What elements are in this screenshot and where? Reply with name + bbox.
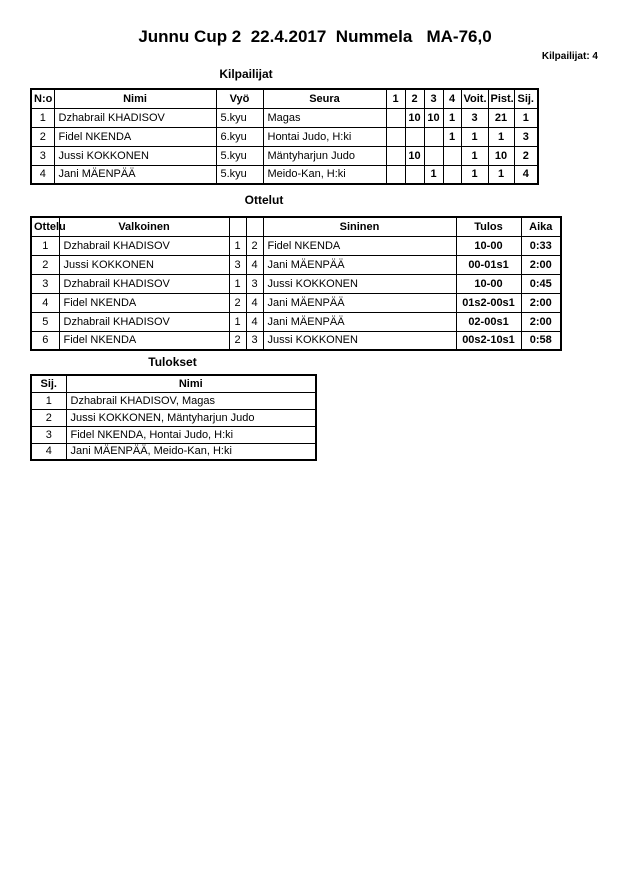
cell-nimi: Fidel NKENDA bbox=[54, 127, 216, 146]
ottelut-header-row bbox=[31, 217, 561, 236]
cell-sij: 2 bbox=[514, 146, 538, 165]
cell-aika: 2:00 bbox=[521, 293, 561, 312]
competitor-count-label: Kilpailijat: 4 bbox=[541, 51, 598, 62]
match-row bbox=[31, 255, 561, 274]
cell-sij: 1 bbox=[514, 108, 538, 127]
match-row bbox=[31, 331, 561, 350]
cell-vs4: 1 bbox=[443, 127, 461, 146]
match-row bbox=[31, 312, 561, 331]
cell-vs3 bbox=[424, 127, 443, 146]
col-header-aika: Aika bbox=[521, 217, 561, 236]
cell-blue-no: 4 bbox=[246, 293, 263, 312]
cell-pist: 10 bbox=[488, 146, 514, 165]
col-header-white-no bbox=[229, 217, 246, 236]
cell-blue-no: 3 bbox=[246, 331, 263, 350]
cell-vyo: 6.kyu bbox=[216, 127, 263, 146]
result-row bbox=[31, 443, 316, 460]
col-header-4: 4 bbox=[443, 89, 461, 108]
cell-seura: Magas bbox=[263, 108, 386, 127]
cell-voit: 1 bbox=[461, 146, 488, 165]
col-header-voit: Voit. bbox=[461, 89, 488, 108]
cell-match-no: 6 bbox=[31, 331, 59, 350]
cell-vs1 bbox=[386, 108, 405, 127]
ottelut-table bbox=[30, 216, 562, 351]
cell-vyo: 5.kyu bbox=[216, 108, 263, 127]
cell-nimi: Jani MÄENPÄÄ, Meido-Kan, H:ki bbox=[66, 443, 316, 460]
cell-blue-name: Jussi KOKKONEN bbox=[263, 331, 456, 350]
col-header-3: 3 bbox=[424, 89, 443, 108]
cell-blue-name: Jani MÄENPÄÄ bbox=[263, 312, 456, 331]
cell-white-name: Dzhabrail KHADISOV bbox=[59, 236, 229, 255]
cell-nimi: Dzhabrail KHADISOV bbox=[54, 108, 216, 127]
cell-sij: 3 bbox=[31, 426, 66, 443]
cell-no: 2 bbox=[31, 127, 54, 146]
cell-white-no: 1 bbox=[229, 312, 246, 331]
cell-blue-name: Jani MÄENPÄÄ bbox=[263, 255, 456, 274]
cell-vs2: 10 bbox=[405, 108, 424, 127]
cell-aika: 0:58 bbox=[521, 331, 561, 350]
cell-seura: Hontai Judo, H:ki bbox=[263, 127, 386, 146]
cell-blue-name: Jussi KOKKONEN bbox=[263, 274, 456, 293]
match-row bbox=[31, 274, 561, 293]
cell-tulos: 00s2-10s1 bbox=[456, 331, 521, 350]
cell-voit: 1 bbox=[461, 127, 488, 146]
cell-vs3 bbox=[424, 146, 443, 165]
cell-nimi: Jussi KOKKONEN, Mäntyharjun Judo bbox=[66, 409, 316, 426]
cell-pist: 1 bbox=[488, 127, 514, 146]
tulokset-heading: Tulokset bbox=[148, 355, 197, 369]
col-header-valkoinen: Valkoinen bbox=[59, 217, 229, 236]
page-title: Junnu Cup 2 22.4.2017 Nummela MA-76,0 bbox=[138, 27, 492, 46]
cell-nimi: Jussi KOKKONEN bbox=[54, 146, 216, 165]
kilpailijat-header-row bbox=[31, 89, 538, 108]
cell-vs3: 1 bbox=[424, 165, 443, 184]
col-header-tulos: Tulos bbox=[456, 217, 521, 236]
cell-white-no: 3 bbox=[229, 255, 246, 274]
cell-white-name: Fidel NKENDA bbox=[59, 331, 229, 350]
cell-vs2: 10 bbox=[405, 146, 424, 165]
cell-voit: 3 bbox=[461, 108, 488, 127]
col-header-blue-no bbox=[246, 217, 263, 236]
cell-vs4 bbox=[443, 146, 461, 165]
tulokset-header-row bbox=[31, 375, 316, 392]
cell-tulos: 10-00 bbox=[456, 274, 521, 293]
cell-no: 4 bbox=[31, 165, 54, 184]
cell-sij: 3 bbox=[514, 127, 538, 146]
cell-vyo: 5.kyu bbox=[216, 165, 263, 184]
cell-white-name: Jussi KOKKONEN bbox=[59, 255, 229, 274]
competitor-row bbox=[31, 146, 538, 165]
match-row bbox=[31, 236, 561, 255]
cell-white-name: Dzhabrail KHADISOV bbox=[59, 312, 229, 331]
col-header-1: 1 bbox=[386, 89, 405, 108]
cell-match-no: 2 bbox=[31, 255, 59, 274]
cell-blue-no: 4 bbox=[246, 255, 263, 274]
cell-vs4 bbox=[443, 165, 461, 184]
cell-blue-no: 4 bbox=[246, 312, 263, 331]
cell-aika: 2:00 bbox=[521, 312, 561, 331]
cell-aika: 2:00 bbox=[521, 255, 561, 274]
col-header-vyo: Vyö bbox=[216, 89, 263, 108]
cell-white-no: 1 bbox=[229, 236, 246, 255]
cell-vyo: 5.kyu bbox=[216, 146, 263, 165]
cell-white-no: 2 bbox=[229, 293, 246, 312]
cell-white-no: 2 bbox=[229, 331, 246, 350]
ottelut-heading: Ottelut bbox=[244, 193, 284, 207]
competitor-row bbox=[31, 127, 538, 146]
match-row bbox=[31, 293, 561, 312]
kilpailijat-heading: Kilpailijat bbox=[219, 67, 273, 81]
col-header-nimi: Nimi bbox=[66, 375, 316, 392]
col-header-ottelu: Ottelu bbox=[31, 217, 59, 236]
cell-white-name: Dzhabrail KHADISOV bbox=[59, 274, 229, 293]
cell-sij: 4 bbox=[31, 443, 66, 460]
cell-vs4: 1 bbox=[443, 108, 461, 127]
cell-match-no: 1 bbox=[31, 236, 59, 255]
cell-blue-name: Fidel NKENDA bbox=[263, 236, 456, 255]
cell-aika: 0:33 bbox=[521, 236, 561, 255]
cell-seura: Meido-Kan, H:ki bbox=[263, 165, 386, 184]
cell-nimi: Fidel NKENDA, Hontai Judo, H:ki bbox=[66, 426, 316, 443]
cell-blue-no: 2 bbox=[246, 236, 263, 255]
col-header-nimi: Nimi bbox=[54, 89, 216, 108]
cell-vs1 bbox=[386, 165, 405, 184]
cell-match-no: 3 bbox=[31, 274, 59, 293]
result-row bbox=[31, 409, 316, 426]
result-row bbox=[31, 426, 316, 443]
kilpailijat-table bbox=[30, 88, 539, 185]
cell-sij: 2 bbox=[31, 409, 66, 426]
cell-tulos: 00-01s1 bbox=[456, 255, 521, 274]
cell-vs1 bbox=[386, 127, 405, 146]
cell-blue-name: Jani MÄENPÄÄ bbox=[263, 293, 456, 312]
cell-vs3: 10 bbox=[424, 108, 443, 127]
col-header-2: 2 bbox=[405, 89, 424, 108]
result-row bbox=[31, 392, 316, 409]
cell-pist: 1 bbox=[488, 165, 514, 184]
competitor-row bbox=[31, 165, 538, 184]
cell-aika: 0:45 bbox=[521, 274, 561, 293]
cell-no: 3 bbox=[31, 146, 54, 165]
col-header-no: N:o bbox=[31, 89, 54, 108]
cell-sij: 4 bbox=[514, 165, 538, 184]
cell-vs2 bbox=[405, 165, 424, 184]
cell-nimi: Dzhabrail KHADISOV, Magas bbox=[66, 392, 316, 409]
cell-sij: 1 bbox=[31, 392, 66, 409]
cell-blue-no: 3 bbox=[246, 274, 263, 293]
col-header-pist: Pist. bbox=[488, 89, 514, 108]
cell-pist: 21 bbox=[488, 108, 514, 127]
cell-white-name: Fidel NKENDA bbox=[59, 293, 229, 312]
competitor-row bbox=[31, 108, 538, 127]
cell-vs2 bbox=[405, 127, 424, 146]
cell-no: 1 bbox=[31, 108, 54, 127]
col-header-seura: Seura bbox=[263, 89, 386, 108]
cell-tulos: 10-00 bbox=[456, 236, 521, 255]
cell-voit: 1 bbox=[461, 165, 488, 184]
col-header-sij: Sij. bbox=[514, 89, 538, 108]
tulokset-table bbox=[30, 374, 317, 461]
cell-tulos: 02-00s1 bbox=[456, 312, 521, 331]
col-header-sininen: Sininen bbox=[263, 217, 456, 236]
cell-match-no: 5 bbox=[31, 312, 59, 331]
cell-white-no: 1 bbox=[229, 274, 246, 293]
cell-nimi: Jani MÄENPÄÄ bbox=[54, 165, 216, 184]
col-header-sij: Sij. bbox=[31, 375, 66, 392]
cell-match-no: 4 bbox=[31, 293, 59, 312]
cell-seura: Mäntyharjun Judo bbox=[263, 146, 386, 165]
cell-vs1 bbox=[386, 146, 405, 165]
cell-tulos: 01s2-00s1 bbox=[456, 293, 521, 312]
